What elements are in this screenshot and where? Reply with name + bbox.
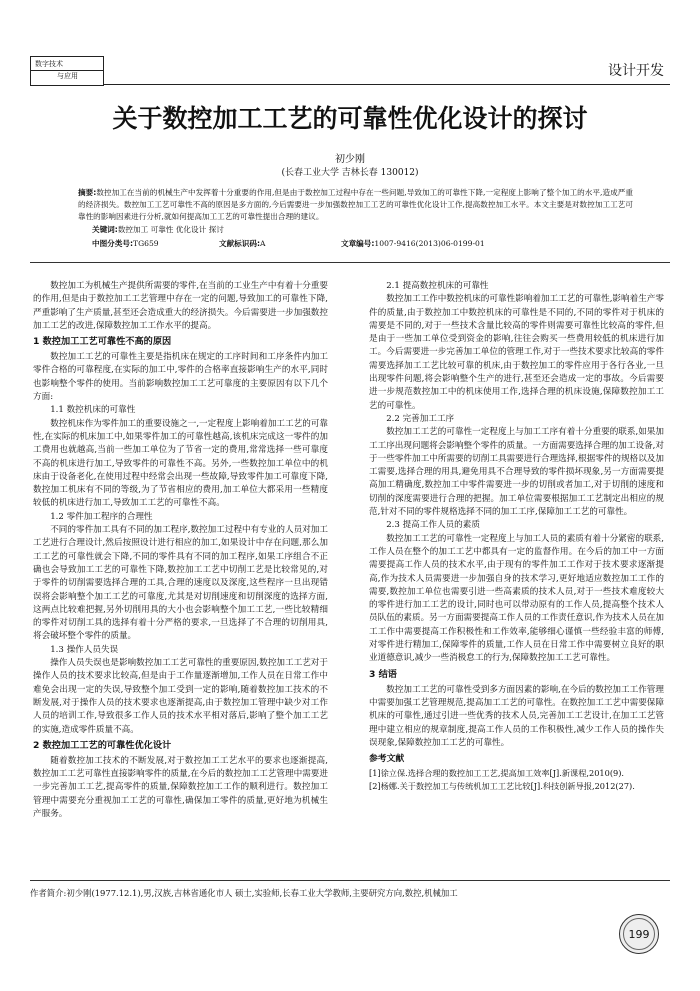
doc-code-label: 文献标识码:: [219, 239, 261, 248]
section-2-2-paragraph: 数控加工工艺的可靠性一定程度上与加工工序有着十分重要的联系,如果加工工序出现问题将会影响整个零件的质量。一方面需要选择合理的加工设备,对于一些零件加工中所需要的切削工具需要进行合理选择,根据零件的规格以及加工需要,选择合理的用具,避免用具不合理导致的零件损坏现象,另一方面需要提高加工精确度,数控加工中零件需要进一步的切削或者加工,对于切削的速度和切削的深度需要进行合理的把握。加工单位需要根据加工工艺制定出相应的规范,针对不同的零件规格选择不同的加工工序,保障加工工艺的可靠性。: [369, 427, 664, 518]
doc-code-value: A: [260, 239, 266, 248]
section-2-1-paragraph: 数控加工工作中数控机床的可靠性影响着加工工艺的可靠性,影响着生产零件的质量,由于数控加工中数控机床的可靠性是不同的,不同的零件对于机床的需要是不同的,对于一些技术含量比较高的零件则需要可靠性比较高的零件,但是由于一些加工单位受到资金的影响,往往会购买一些费用较低的机床进行加工。今后需要进一步完善加工单位的管理工作,对于一些技术要求比较高的零件需要选择加工工艺比较可靠的机床,由于数控加工的零件应用于各行各业,一旦出现零件问题,将会影响整个生产的进行,甚至还会造成一定的事故。今后需要进一步规范数控加工中的机床使用工作,选择合理的机床设施,保障数控加工工艺的可靠性。: [369, 294, 664, 411]
section-3-paragraph: 数控加工工艺的可靠性受到多方面因素的影响,在今后的数控加工工作管理中需要加强工艺管理规范,提高加工工艺的可靠性。在数控加工工艺中需要保障机床的可靠性,通过引进一些优秀的技术人员,完善加工工艺设计,在加工工艺管理中建立相应的规章制度,提高工作人员的工作积极性,减少工作人员的操作失误现象,保障数控加工工艺的可靠性。: [369, 684, 664, 748]
abstract-label: 摘要:: [78, 188, 97, 197]
keywords: [92, 224, 224, 235]
author-affiliation: (长春工业大学 吉林长春 130012): [281, 168, 419, 178]
article-number-value: 1007-9416(2013)06-0199-01: [374, 239, 485, 248]
clc-value: TG659: [133, 239, 159, 248]
footer-rule: [30, 880, 670, 881]
right-column: [369, 280, 664, 792]
section-2-heading: 2 数控加工工艺的可靠性优化设计: [33, 739, 172, 751]
header-rule: [104, 84, 670, 85]
left-column: [33, 280, 328, 821]
section-1-1-paragraph: 数控机床作为零件加工的重要设施之一,一定程度上影响着加工工艺的可靠性,在实际的机床加工中,如果零件加工的可靠性越高,该机床完成这一零件的加工费用也就越高,当前一些加工单位为了节省一定的费用,常常选择一些可靠度不高的机床进行加工,导致零件的可靠性不高。另外,一些数控加工单位中的机床由于设备老化,在使用过程中经常会出现一些故障,导致零件加工可靠度下降,数控加工机床有不同的等级,为了节省相应的费用,加工单位大都采用一些精度较低的机床进行加工,导致加工工艺的可靠性不高。: [33, 418, 328, 509]
doc-code: [219, 238, 266, 249]
section-1-2-heading: 1.2 零件加工程序的合理性: [50, 511, 153, 522]
section-2-paragraph: 随着数控加工技术的不断发展,对于数控加工工艺水平的要求也逐渐提高,数控加工工艺可靠性直接影响零件的质量,在今后的数控加工工艺管理中需要进一步完善加工工艺,提高零件的质量,保障数控加工工作的顺利进行。数控加工管理中需要充分重视加工工艺的可靠性,确保加工零件的质量,更好地为机械生产服务。: [33, 755, 328, 819]
keywords-text: 数控加工 可靠性 优化设计 探讨: [117, 225, 224, 234]
section-2-2-heading: 2.2 完善加工工序: [386, 413, 455, 424]
page-number: 199: [628, 928, 650, 941]
clc-label: 中图分类号:: [92, 239, 134, 248]
section-2-3-paragraph: 数控加工工艺的可靠性一定程度上与加工人员的素质有着十分紧密的联系,工作人员在整个的加工工艺中都具有一定的监督作用。在今后的加工中一方面需要提高工作人员的技术水平,由于现有的零件加工工作对于技术要求逐渐提高,作为技术人员需要进一步加强自身的技术学习,更好地适应数控加工工作的需要,数控加工单位也需要引进一些高素质的技术人员,对于一些技术难度较大的零件进行加工工艺的设计,同时也可以带动原有的工作人员,提高整个技术人员队伍的素质。另一方面需要提高工作人员的工作责任意识,作为技术人员在加工工作中需要提高工作积极性和工作效率,能够细心谨慎一些经验丰富的师傅,对零件进行精加工,保障零件的质量,工作人员在日常工作中需要树立良好的职业道德意识,减少一些消极怠工的行为,保障数控加工工艺可靠性。: [369, 533, 664, 664]
journal-name-line2: 与应用: [57, 72, 78, 80]
reference-item: [1]徐立保.选择合理的数控加工工艺,提高加工效率[J].新课程,2010(9).: [369, 768, 625, 779]
references-heading: 参考文献: [369, 754, 405, 765]
page-number-badge: [619, 914, 659, 954]
clc-number: [92, 238, 159, 249]
section-2-3-heading: 2.3 提高工作人员的素质: [386, 520, 480, 531]
article-number: [341, 238, 485, 249]
section-1-heading: 1 数控加工工艺可靠性不高的原因: [33, 336, 172, 348]
journal-badge: [30, 56, 104, 86]
abstract: [78, 187, 633, 223]
section-1-3-heading: 1.3 操作人员失误: [50, 644, 119, 655]
author-bio: 作者简介:初少刚(1977.12.1),男,汉族,吉林省通化市人 硕士,实验师,长春工业大学教师,主要研究方向,数控,机械加工: [30, 888, 458, 898]
section-1-paragraph: 数控加工工艺的可靠性主要是指机床在规定的工序时间和工序条件内加工零件合格的可靠程度,在实际的加工中,零件的合格率直接影响生产的水平,同时也影响整个零件的使用。当前影响数控加工工艺可靠度的主要原因有以下几个方面:: [33, 352, 328, 403]
section-label: 设计开发: [608, 63, 664, 79]
intro-paragraph: 数控加工为机械生产提供所需要的零件,在当前的工业生产中有着十分重要的作用,但是由于数控加工工艺管理中存在一定的问题,导致加工的可靠性下降,严重影响了生产质量,甚至还会造成重大的经济损失。今后需要进一步加强数控加工工艺的改进,保障数控加工工作水平的提高。: [33, 281, 328, 331]
reference-item: [2]杨娜.关于数控加工与传统机加工工艺比较[J].科技创新导报,2012(27).: [369, 780, 635, 791]
keywords-label: 关键词:: [92, 225, 118, 234]
section-1-2-paragraph: 不同的零件加工具有不同的加工程序,数控加工过程中有专业的人员对加工工艺进行合理设计,然后按照设计进行相应的加工,如果设计中存在问题,那么加工工艺的可靠性就会下降,不同的零件具有不同的加工程序,如果工序组合不正确也会导致加工工艺的可靠性下降,数控加工工艺中切削工艺是比较常见的,对于零件的切削需要选择合理的工具,合理的速度以及深度,这些程序一旦出现错误将会影响整个加工工艺的可靠度,尤其是对切削速度和切削深度的选择方面,这两点比较难把握,另外切削用具的大小也会影响整个加工工艺,一些比较精细的零件对切削工具的选择有着十分严格的要求,一旦选择了不合理的切削用具,将会破坏整个零件的质量。: [33, 525, 328, 642]
section-3-heading: 3 结语: [369, 668, 397, 680]
paper-title: 关于数控加工工艺的可靠性优化设计的探讨: [112, 104, 588, 133]
section-1-1-heading: 1.1 数控机床的可靠性: [50, 405, 136, 416]
section-2-1-heading: 2.1 提高数控机床的可靠性: [386, 281, 489, 291]
abstract-text: 数控加工在当前的机械生产中发挥着十分重要的作用,但是由于数控加工过程中存在一些问题,导致加工的可靠性下降,一定程度上影响了整个加工的水平,造成严重的经济损失。数控加工工艺可靠性不高的原因是多方面的,今后需要进一步加强数控加工工艺的可靠性优化设计工作,提高数控加工水平。本文主要是对数控加工工艺可靠性的影响因素进行分析,就如何提高加工工艺的可靠性提出合理的建议。: [78, 188, 633, 221]
author-name: 初少刚: [335, 154, 365, 165]
section-1-3-paragraph: 操作人员失误也是影响数控加工工艺可靠性的重要原因,数控加工工艺对于操作人员的技术要求比较高,但是由于工作量逐渐增加,工作人员在日常工作中难免会出现一定的失误,导致整个加工受到一定的影响,随着数控加工技术的不断发展,对于操作人员的技术要求也逐渐提高,由于数控加工管理中缺少对工作人员的培训工作,导致很多工作人员的技术水平相对落后,影响了整个加工工艺的实施,造成零件质量不高。: [33, 658, 328, 735]
abstract-rule: [30, 262, 670, 263]
article-number-label: 文章编号:: [341, 239, 375, 248]
journal-name-line1: 数字技术: [35, 60, 63, 68]
